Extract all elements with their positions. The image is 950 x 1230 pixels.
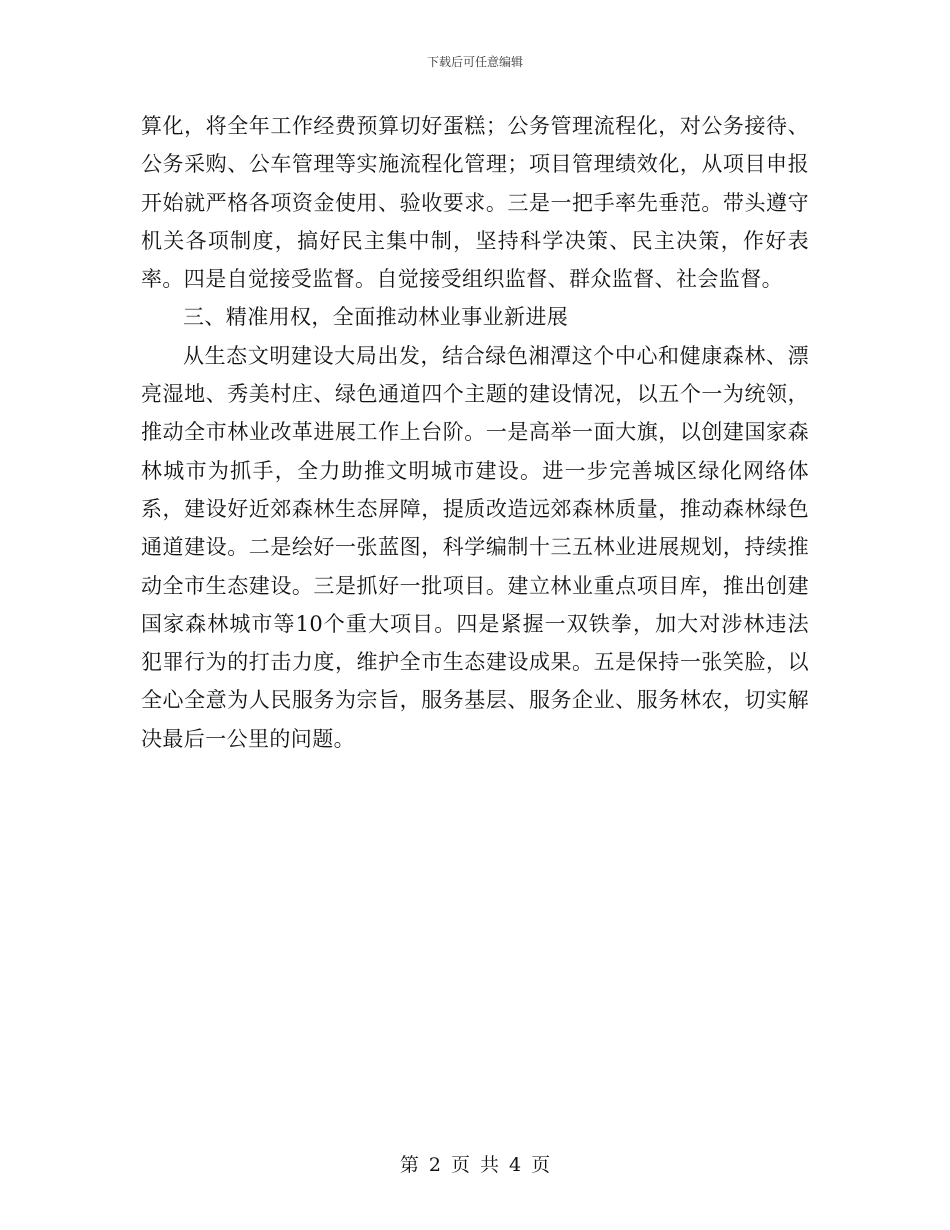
section-heading: 三、精准用权，全面推动林业事业新进展: [183, 305, 569, 330]
header-note: 下载后可任意编辑: [426, 55, 523, 69]
document-body: [141, 107, 809, 758]
page-number: 第 2 页 共 4 页: [399, 1154, 551, 1176]
paragraph-continuation: 算化，将全年工作经费预算切好蛋糕；公务管理流程化，对公务接待、公务采购、公车管理等实施流程化管理；项目管理绩效化，从项目申报开始就严格各项资金使用、验收要求。三是一把手率先垂范。带头遵守机关各项制度，搞好民主集中制，坚持科学决策、民主决策，作好表率。四是自觉接受监督。自觉接受组织监督、群众监督、社会监督。: [141, 114, 809, 292]
paragraph-body: 从生态文明建设大局出发，结合绿色湘潭这个中心和健康森林、漂亮湿地、秀美村庄、绿色通道四个主题的建设情况，以五个一为统领，推动全市林业改革进展工作上台阶。一是高举一面大旗，以创建国家森林城市为抓手，全力助推文明城市建设。进一步完善城区绿化网络体系，建设好近郊森林生态屏障，提质改造远郊森林质量，推动森林绿色通道建设。二是绘好一张蓝图，科学编制十三五林业进展规划，持续推动全市生态建设。三是抓好一批项目。建立林业重点项目库，推出创建国家森林城市等10个重大项目。四是紧握一双铁拳，加大对涉林违法犯罪行为的打击力度，维护全市生态建设成果。五是保持一张笑脸，以全心全意为人民服务为宗旨，服务基层、服务企业、服务林农，切实解决最后一公里的问题。: [141, 343, 809, 751]
